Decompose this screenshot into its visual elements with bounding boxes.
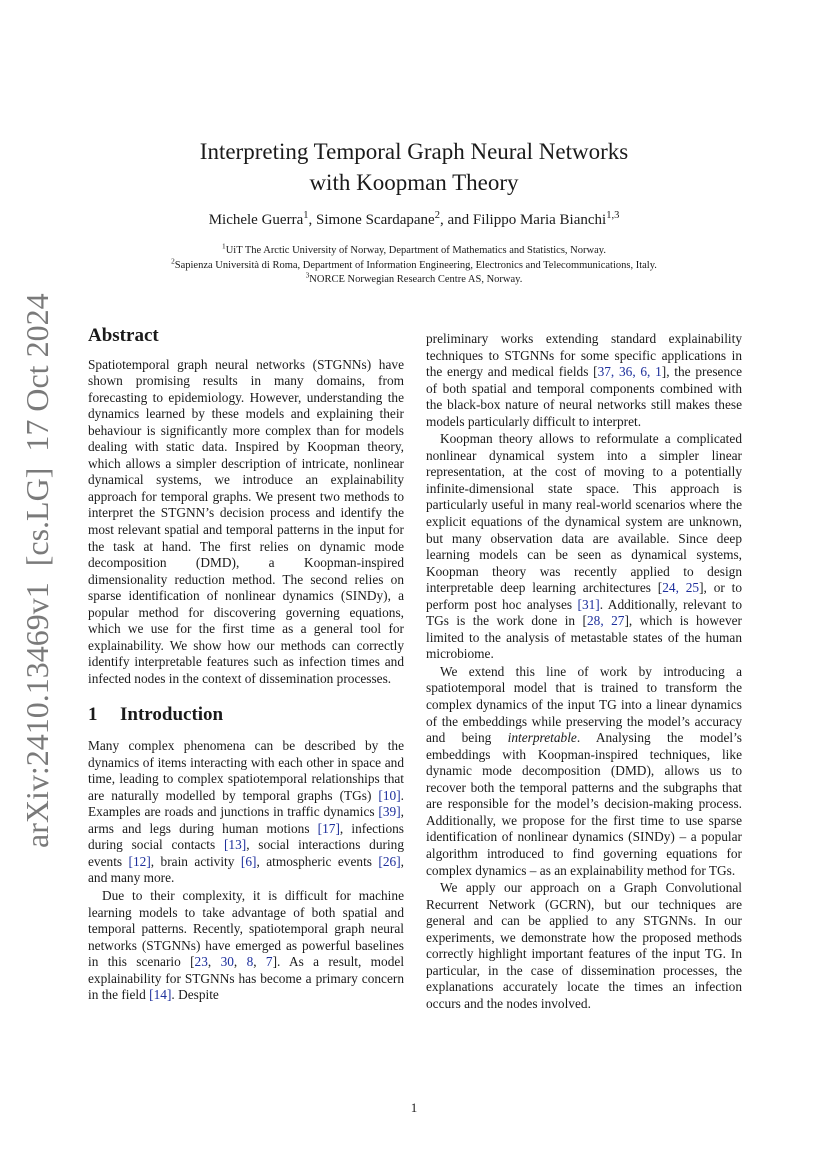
- section-number: 1: [88, 704, 98, 726]
- citation-link[interactable]: [17]: [317, 820, 340, 836]
- text-span: Many complex phenomena can be described by the dynamics of items interacting with each other in space and time, leading to complex spatiotemporal relationships that are naturally modelled by temporal graphs (TGs): [88, 738, 404, 803]
- right-column: [426, 331, 742, 1012]
- intro-paragraph-1: [88, 738, 404, 887]
- section-title: Introduction: [120, 704, 224, 726]
- citation-link[interactable]: 24, 25: [662, 580, 700, 596]
- citation-link[interactable]: [10]: [378, 787, 401, 803]
- left-column: [88, 326, 404, 1004]
- text-span: . Analysing the model’s embeddings with Koopman-inspired techniques, like dynamic mode decomposition (DMD), allows us to recover both the temporal patterns and the subgraphs that are responsible for the model’s decision-making process. Additionally, we propose for the first time to use sparse identification of nonlinear dynamics (SINDy) – a popular algorithm introduced to find governing equations for complex dynamics – as an explainability method for TGs.: [426, 730, 742, 878]
- citation-link[interactable]: [14]: [149, 987, 172, 1003]
- author-1: Michele Guerra: [208, 212, 304, 228]
- text-span: ,: [253, 954, 266, 970]
- arxiv-watermark-svg: [0, 0, 80, 1171]
- affiliation-1-sup: 1: [222, 241, 226, 251]
- affiliation-2: [60, 256, 768, 274]
- arxiv-identifier: arXiv:2410.13469v1 [cs.LG] 17 Oct 2024: [19, 293, 55, 848]
- text-span: ], or to perform post hoc analyses: [426, 580, 743, 612]
- text-span: ], which is however limited to the analysis of metastable states of the human microbiome.: [426, 613, 742, 662]
- text-span: , arms and legs during human motions: [88, 804, 404, 836]
- arxiv-watermark: [0, 0, 80, 1171]
- affiliation-3-sup: 3: [305, 270, 310, 280]
- right-paragraph-4: We apply our approach on a Graph Convolutional Recurrent Network (GCRN), but our techniques are general and can be applied to any STGNNs. In our experiments, we demonstrate how the proposed methods correctly highlight important features of the input TG. In particular, in the case of dissemination processes, the explanations accurately locate the times an infection occurs and the nodes involved.: [426, 880, 742, 1011]
- paper-title: [100, 136, 728, 198]
- citation-link[interactable]: [31]: [577, 596, 600, 612]
- title-line-2: with Koopman Theory: [309, 170, 519, 195]
- intro-paragraph-2: [88, 888, 404, 1004]
- text-span: , atmospheric events: [256, 853, 379, 869]
- author-2-affil: 2: [434, 210, 440, 221]
- text-span: , infections during social contacts: [88, 820, 404, 853]
- text-span: , brain activity: [150, 853, 241, 869]
- citation-link[interactable]: [39]: [378, 804, 401, 820]
- text-span: . Examples are roads and junctions in traffic dynamics: [88, 787, 404, 820]
- citation-link[interactable]: [6]: [240, 853, 257, 869]
- citation-link[interactable]: 28, 27: [586, 613, 625, 629]
- citation-link[interactable]: 37, 36, 6, 1: [597, 364, 662, 380]
- right-paragraph-1: [426, 331, 742, 430]
- abstract-text: Spatiotemporal graph neural networks (STGNNs) have shown promising results in many domains, from forecasting to epidemiology. However, understanding the dynamics learned by these models and explaining their behaviour is significantly more complex than for models dealing with static data. Inspired by Koopman theory, which allows a simpler description of intricate, nonlinear dynamical systems, we introduce an explainability approach for temporal graphs. We present two methods to interpret the STGNN’s decision process and identify the most relevant spatial and temporal patterns in the input for the task at hand. The first relies on dynamic mode decomposition (DMD), a Koopman-inspired dimensionality reduction method. The second relies on sparse identification of nonlinear dynamics (SINDy), a popular method for discovering governing equations, which we use for the first time as a general tool for explainability. We show how our methods can correctly identify interpretable features such as infection times and infected nodes in the context of dissemination processes.: [88, 356, 404, 686]
- text-span: ,: [207, 954, 221, 970]
- text-span: Koopman theory allows to reformulate a complicated nonlinear dynamical system into a simpler linear representation, at the cost of moving to a potentially infinite-dimensional state space. This approach is particularly useful in many real-world scenarios where the explicit equations of the dynamical system are unknown, but many observation data are available. Since deep learning models can be seen as dynamical systems, Koopman theory was recently applied to design interpretable deep learning architectures [: [426, 431, 742, 596]
- text-span: , social interactions during events: [88, 837, 404, 869]
- citation-link[interactable]: [13]: [223, 837, 247, 853]
- citation-link[interactable]: 8: [246, 954, 254, 970]
- text-span: ], the presence of both spatial and temporal components combined with the black-box nature of neural networks still makes these models particularly difficult to interpret.: [426, 364, 742, 429]
- citation-link[interactable]: 30: [220, 954, 234, 970]
- affiliation-1-text: UiT The Arctic University of Norway, Department of Mathematics and Statistics, Norway.: [225, 245, 606, 256]
- text-span: , and many more.: [88, 853, 404, 886]
- text-span: ]. As a result, model explainability for STGNNs has become a primary concern in the field: [88, 954, 405, 1003]
- affiliations: [60, 241, 768, 288]
- page-number: 1: [410, 1100, 418, 1115]
- text-span: preliminary works extending standard explainability techniques to STGNNs for some specific applications in the energy and medical fields [: [426, 331, 742, 380]
- author-list: [100, 212, 728, 229]
- right-paragraph-2: [426, 431, 742, 663]
- affiliation-2-sup: 2: [171, 256, 175, 265]
- abstract-heading: Abstract: [88, 325, 159, 346]
- citation-link[interactable]: [26]: [378, 853, 401, 869]
- text-span: Due to their complexity, it is difficult for machine learning models to take advantage of both spatial and temporal patterns. Recently, spatiotemporal graph neural networks (STGNNs) have emerged as powerful baselines in this scenario [: [88, 887, 404, 970]
- text-span: . Despite: [171, 987, 219, 1003]
- author-2: , Simone Scardapane: [308, 212, 435, 228]
- citation-link[interactable]: [12]: [128, 853, 151, 869]
- section-heading-introduction: [88, 704, 404, 726]
- affiliation-2-text: Sapienza Università di Roma, Department of Information Engineering, Electronics and Telecommunications, Italy.: [174, 259, 657, 271]
- right-paragraph-3: [426, 664, 742, 879]
- title-line-1: Interpreting Temporal Graph Neural Networks: [199, 139, 629, 164]
- author-1-affil: 1: [303, 210, 309, 221]
- citation-link[interactable]: 7: [265, 954, 273, 970]
- author-3-affil: 1,3: [606, 210, 620, 221]
- affiliation-1: [60, 241, 768, 259]
- emphasis-text: interpretable: [507, 730, 577, 746]
- citation-link[interactable]: 23: [194, 954, 208, 970]
- affiliation-3: [60, 270, 768, 288]
- text-span: We extend this line of work by introducing a spatiotemporal model that is trained to transform the complex dynamics of the input TG into a linear dynamics of the embeddings while preserving the model’s accuracy and being: [426, 663, 742, 746]
- text-span: . Additionally, relevant to TGs is the work done in [: [426, 596, 742, 629]
- text-span: ,: [233, 954, 247, 970]
- author-3: , and Filippo Maria Bianchi: [439, 212, 607, 228]
- affiliation-3-text: NORCE Norwegian Research Centre AS, Norway.: [309, 274, 523, 285]
